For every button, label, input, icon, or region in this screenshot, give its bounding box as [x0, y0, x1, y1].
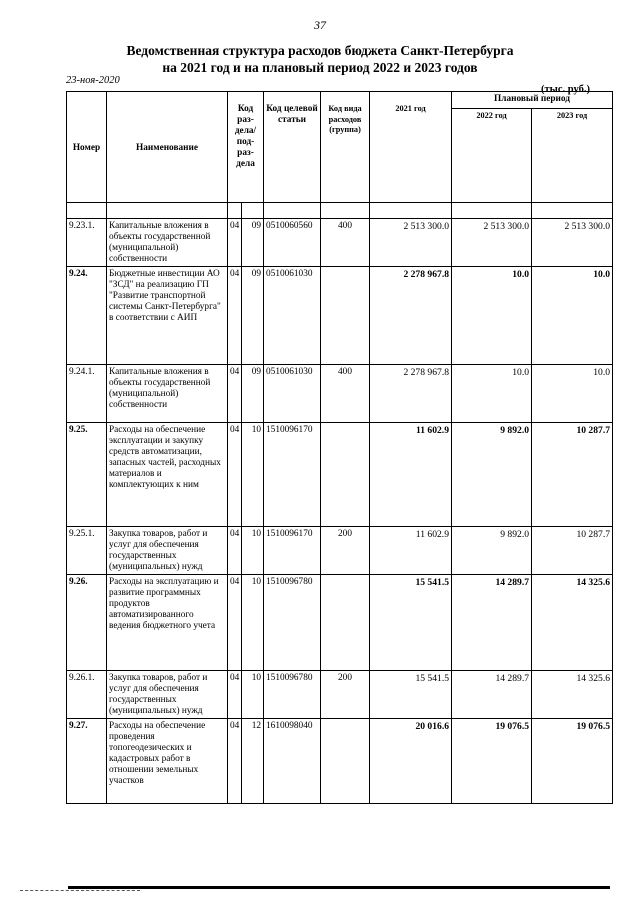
- row-kind-code: [321, 423, 370, 527]
- row-section: 04: [228, 527, 242, 575]
- row-kind-code: [321, 575, 370, 671]
- row-value-2021: 11 602.9: [370, 423, 452, 527]
- row-target-code: 1510096780: [264, 575, 321, 671]
- row-subsection: 12: [242, 719, 264, 804]
- row-target-code: 0510061030: [264, 267, 321, 365]
- spacer-cell: [370, 203, 452, 219]
- row-value-2022: 10.0: [452, 267, 532, 365]
- row-value-2023: 10 287.7: [532, 423, 613, 527]
- row-name: Закупка товаров, работ и услуг для обеспечения государственных (муниципальных) нужд: [107, 671, 228, 719]
- row-value-2022: 9 892.0: [452, 527, 532, 575]
- row-section: 04: [228, 219, 242, 267]
- row-name: Капитальные вложения в объекты государственной (муниципальной) собственности: [107, 219, 228, 267]
- table-body: [67, 219, 613, 804]
- row-name: Расходы на обеспечение эксплуатации и закупку средств автоматизации, запасных частей, расходных материалов и комплектующих к ним: [107, 423, 228, 527]
- row-value-2023: 10.0: [532, 365, 613, 423]
- footer-rule: [68, 886, 610, 889]
- row-name: Бюджетные инвестиции АО "ЗСД" на реализацию ГП "Развитие транспортной системы Санкт-Петербурга" в соответствии с АИП: [107, 267, 228, 365]
- col-header-planned: Плановый период: [452, 92, 613, 109]
- row-value-2022: 19 076.5: [452, 719, 532, 804]
- row-kind-code: [321, 267, 370, 365]
- row-value-2021: 15 541.5: [370, 575, 452, 671]
- spacer-cell: [67, 203, 107, 219]
- row-section: 04: [228, 719, 242, 804]
- table-row: [67, 219, 613, 267]
- row-value-2021: 2 513 300.0: [370, 219, 452, 267]
- spacer-cell: [264, 203, 321, 219]
- row-target-code: 1510096780: [264, 671, 321, 719]
- row-value-2023: 14 325.6: [532, 575, 613, 671]
- table-row: [67, 671, 613, 719]
- spacer-cell: [452, 203, 532, 219]
- row-kind-code: [321, 719, 370, 804]
- row-value-2021: 2 278 967.8: [370, 267, 452, 365]
- row-value-2021: 15 541.5: [370, 671, 452, 719]
- row-subsection: 10: [242, 671, 264, 719]
- table-row: [67, 575, 613, 671]
- spacer-cell: [242, 203, 264, 219]
- row-value-2022: 14 289.7: [452, 671, 532, 719]
- row-subsection: 09: [242, 365, 264, 423]
- row-kind-code: 200: [321, 671, 370, 719]
- page-number: 37: [314, 18, 326, 32]
- row-number: 9.26.: [67, 575, 107, 671]
- title-line-1: Ведомственная структура расходов бюджета Санкт-Петербурга: [126, 43, 514, 58]
- row-value-2022: 2 513 300.0: [452, 219, 532, 267]
- col-header-name: Наименование: [107, 92, 228, 203]
- row-value-2023: 2 513 300.0: [532, 219, 613, 267]
- spacer-cell: [321, 203, 370, 219]
- row-section: 04: [228, 671, 242, 719]
- row-kind-code: 400: [321, 365, 370, 423]
- row-number: 9.27.: [67, 719, 107, 804]
- row-kind-code: 400: [321, 219, 370, 267]
- row-value-2023: 10.0: [532, 267, 613, 365]
- row-name: Расходы на обеспечение проведения топогеодезических и кадастровых работ в отношении земельных участков: [107, 719, 228, 804]
- budget-table: [66, 91, 613, 804]
- row-value-2021: 20 016.6: [370, 719, 452, 804]
- spacer-cell: [107, 203, 228, 219]
- table-row: [67, 365, 613, 423]
- header-row-1: [67, 92, 613, 109]
- document-title: [0, 42, 640, 76]
- table-row: [67, 719, 613, 804]
- col-header-kind: Код вида расходов (группа): [321, 92, 370, 203]
- row-subsection: 09: [242, 267, 264, 365]
- row-number: 9.26.1.: [67, 671, 107, 719]
- row-subsection: 10: [242, 575, 264, 671]
- spacer-cell: [228, 203, 242, 219]
- row-value-2023: 10 287.7: [532, 527, 613, 575]
- row-target-code: 1610098040: [264, 719, 321, 804]
- spacer-cell: [532, 203, 613, 219]
- row-subsection: 10: [242, 527, 264, 575]
- row-name: Расходы на эксплуатацию и развитие программных продуктов автоматизированного ведения бюджетного учета: [107, 575, 228, 671]
- row-value-2021: 2 278 967.8: [370, 365, 452, 423]
- row-number: 9.24.1.: [67, 365, 107, 423]
- header-spacer: [67, 203, 613, 219]
- row-section: 04: [228, 575, 242, 671]
- row-kind-code: 200: [321, 527, 370, 575]
- row-value-2022: 14 289.7: [452, 575, 532, 671]
- table-row: [67, 423, 613, 527]
- table-row: [67, 527, 613, 575]
- table-row: [67, 267, 613, 365]
- row-number: 9.25.1.: [67, 527, 107, 575]
- row-section: 04: [228, 267, 242, 365]
- row-section: 04: [228, 423, 242, 527]
- row-number: 9.24.: [67, 267, 107, 365]
- row-value-2022: 10.0: [452, 365, 532, 423]
- col-header-2023: 2023 год: [532, 109, 613, 203]
- footer-dashed-rule: [20, 890, 140, 892]
- row-section: 04: [228, 365, 242, 423]
- col-header-number: Номер: [67, 92, 107, 203]
- row-value-2022: 9 892.0: [452, 423, 532, 527]
- row-number: 9.23.1.: [67, 219, 107, 267]
- col-header-2021: 2021 год: [370, 92, 452, 203]
- row-target-code: 1510096170: [264, 527, 321, 575]
- col-header-target: Код целевой статьи: [264, 92, 321, 203]
- col-header-2022: 2022 год: [452, 109, 532, 203]
- row-target-code: 1510096170: [264, 423, 321, 527]
- title-line-2: на 2021 год и на плановый период 2022 и 2023 годов: [162, 60, 478, 75]
- row-value-2023: 19 076.5: [532, 719, 613, 804]
- document-date: 23-ноя-2020: [66, 75, 120, 86]
- row-name: Закупка товаров, работ и услуг для обеспечения государственных (муниципальных) нужд: [107, 527, 228, 575]
- row-subsection: 09: [242, 219, 264, 267]
- row-target-code: 0510061030: [264, 365, 321, 423]
- row-subsection: 10: [242, 423, 264, 527]
- units-label: (тыс. руб.): [541, 84, 590, 95]
- row-target-code: 0510060560: [264, 219, 321, 267]
- col-header-section: Код раз- дела/ под- раз- дела: [228, 92, 264, 203]
- row-value-2023: 14 325.6: [532, 671, 613, 719]
- row-name: Капитальные вложения в объекты государственной (муниципальной) собственности: [107, 365, 228, 423]
- row-value-2021: 11 602.9: [370, 527, 452, 575]
- row-number: 9.25.: [67, 423, 107, 527]
